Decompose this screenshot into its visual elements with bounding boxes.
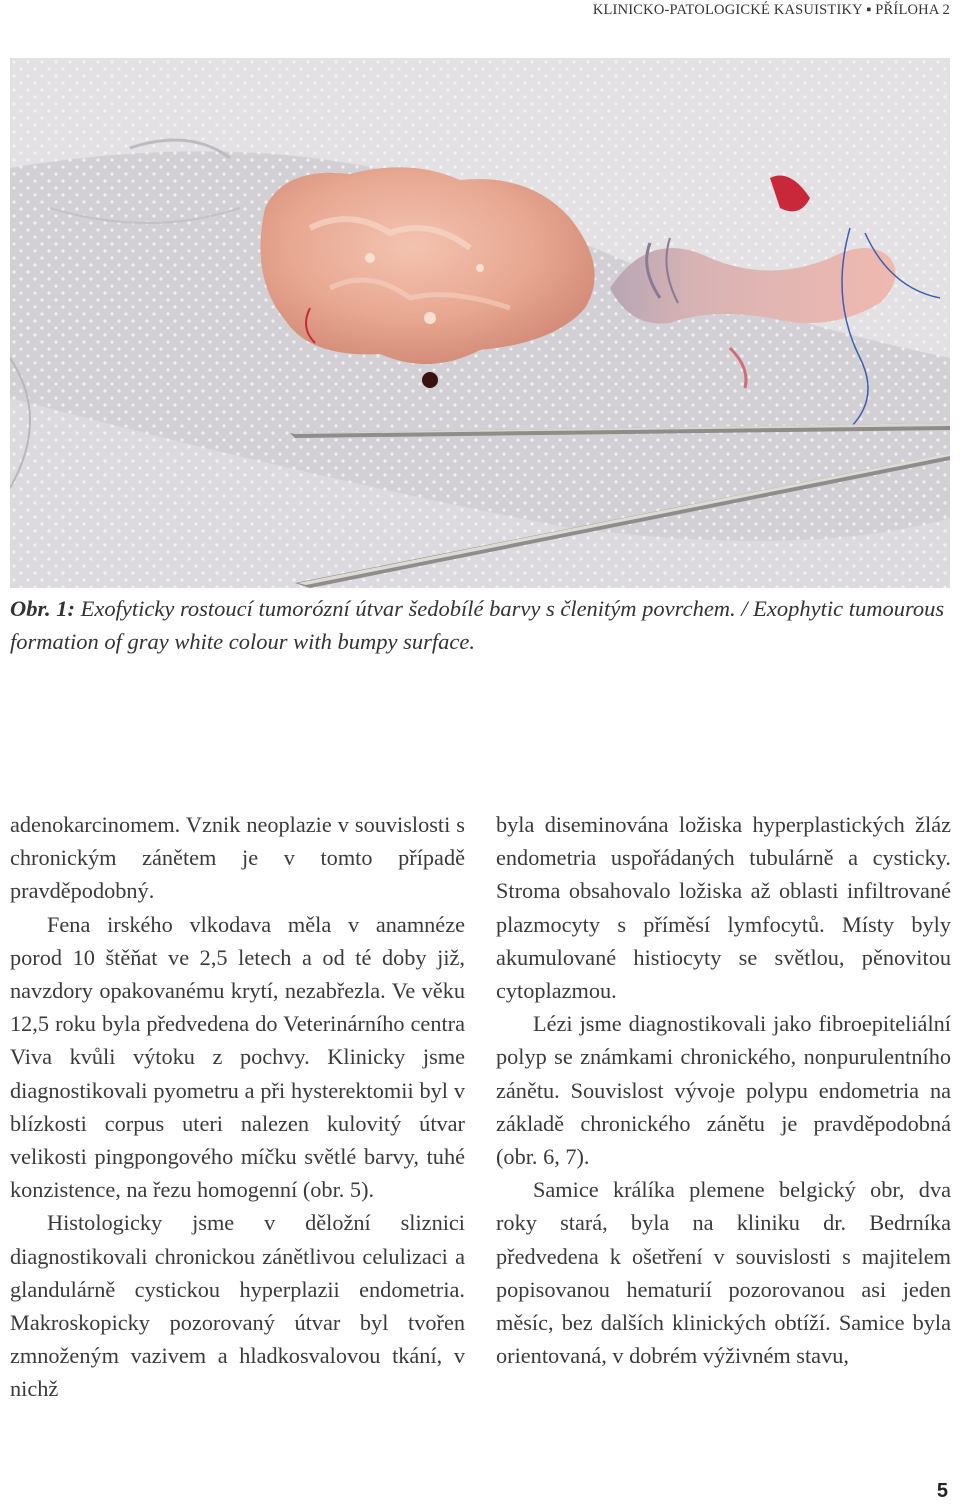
paragraph: Lézi jsme diagnostikovali jako fibroepiteliální polyp se známkami chronického, nonpurulentního zánětu. Souvislost vývoje polypu endometria na základě chronického zánětu je pravděpodobná (obr. 6, 7). (496, 1011, 951, 1170)
running-head: KLINICKO-PATOLOGICKÉ KASUISTIKY ▪ PŘÍLOHA 2 (592, 2, 950, 18)
paragraph: byla diseminována ložiska hyperplastických žláz endometria uspořádaných tubulárně a cysticky. Stroma obsahovalo ložiska až oblasti infiltrované plazmocyty s příměsí lymfocytů. Místy byly akumulované histiocyty se světlou, pěnovitou cytoplazmou. (496, 812, 951, 1004)
paragraph: Fena irského vlkodava měla v anamnéze porod 10 štěňat ve 2,5 letech a od té doby již, navzdory opakovanému krytí, nezabřezla. Ve věku 12,5 roku byla předvedena do Veterinárního centra Viva kvůli výtoku z pochvy. Klinicky jsme diagnostikovali pyometru a při hysterektomii byl v blízkosti corpus uteri nalezen kulovitý útvar velikosti pingpongového míčku světlé barvy, tuhé konzistence, na řezu homogenní (obr. 5). (10, 911, 465, 1203)
paragraph: Samice králíka plemene belgický obr, dva roky stará, byla na kliniku dr. Bedrníka předvedena k ošetření v souvislosti s majitelem popisovanou hematurií pozorovanou asi jeden měsíc, bez dalších klinických obtíží. Samice byla orientovaná, v dobrém výživném stavu, (496, 1177, 951, 1369)
caption-label: Obr. 1: (10, 596, 76, 621)
right-column (496, 808, 951, 1372)
figure-caption (10, 592, 950, 658)
paragraph: Histologicky jsme v děložní sliznici diagnostikovali chronickou zánětlivou celulizaci a glandulárně cystickou hyperplazii endometria. Makroskopicky pozorovaný útvar byl tvořen zmnoženým vazivem a hladkosvalovou tkání, v nichž (10, 1210, 465, 1402)
page-number: 5 (936, 1480, 948, 1502)
left-column (10, 808, 465, 1406)
caption-text: Exofyticky rostoucí tumorózní útvar šedobílé barvy s členitým povrchem. / Exophytic tumourous formation of gray white colour with bumpy surface. (10, 596, 945, 654)
specimen-photo (10, 58, 950, 588)
paragraph: adenokarcinomem. Vznik neoplazie v souvislosti s chronickým zánětem je v tomto případě pravděpodobný. (10, 812, 465, 904)
